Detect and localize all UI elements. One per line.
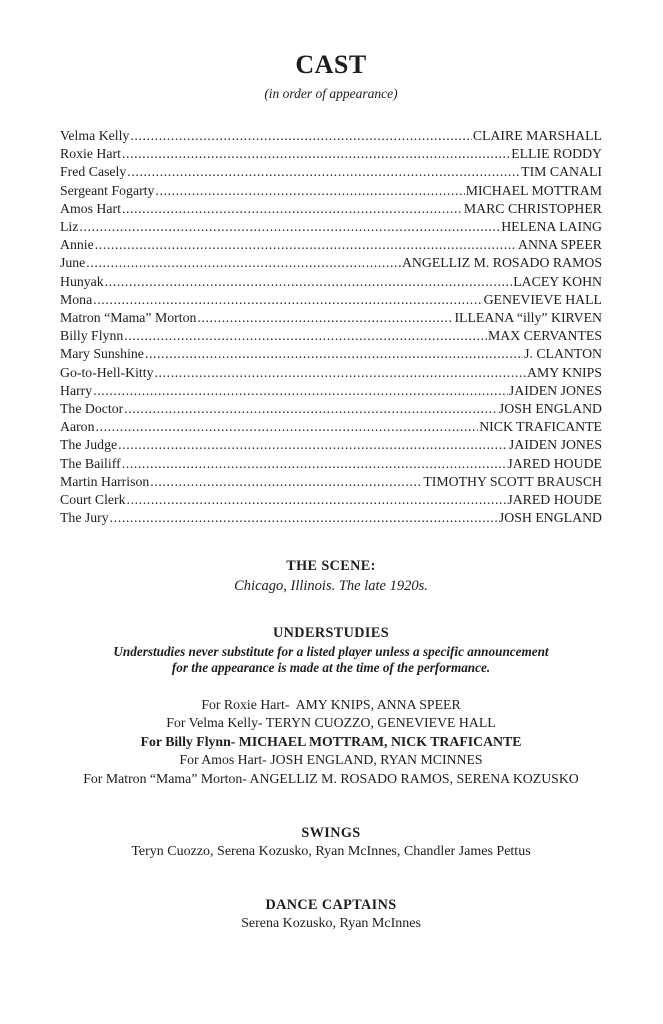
cast-performer-name: HELENA LAING [501, 219, 602, 235]
cast-row [60, 327, 602, 345]
dot-leader [130, 127, 471, 145]
cast-row [60, 127, 602, 145]
cast-role: The Doctor [60, 401, 124, 417]
dot-leader [105, 273, 513, 291]
cast-row [60, 273, 602, 291]
cast-role: Harry [60, 382, 93, 398]
cast-role: The Jury [60, 510, 109, 526]
cast-role: Matron “Mama” Morton [60, 310, 197, 326]
dot-leader [197, 309, 453, 327]
cast-row [60, 218, 602, 236]
understudy-assignment: For Billy Flynn- MICHAEL MOTTRAM, NICK TRAFICANTE [140, 733, 522, 749]
cast-row [60, 309, 602, 327]
cast-performer-name: LACEY KOHN [513, 273, 602, 289]
dance-captains-heading: DANCE CAPTAINS [265, 896, 397, 913]
cast-role: Mona [60, 291, 93, 307]
understudy-assignment: For Velma Kelly- TERYN CUOZZO, GENEVIEVE HALL [166, 715, 496, 731]
cast-role: Go-to-Hell-Kitty [60, 364, 154, 380]
cast-row [60, 182, 602, 200]
dot-leader [93, 291, 482, 309]
cast-role: Roxie Hart [60, 146, 121, 162]
swings-names: Teryn Cuozzo, Serena Kozusko, Ryan McInnes, Chandler James Pettus [131, 844, 531, 860]
dot-leader [86, 254, 401, 272]
cast-role: Martin Harrison [60, 473, 150, 489]
cast-performer-name: GENEVIEVE HALL [483, 291, 602, 307]
dot-leader [79, 218, 500, 236]
cast-row [60, 291, 602, 309]
cast-list [60, 127, 602, 527]
dot-leader [124, 400, 498, 418]
cast-role: The Bailiff [60, 455, 121, 471]
cast-row [60, 345, 602, 363]
page-subtitle: (in order of appearance) [264, 86, 398, 101]
dot-leader [124, 327, 487, 345]
dot-leader [118, 436, 508, 454]
dot-leader [93, 382, 508, 400]
cast-performer-name: ANGELLIZ M. ROSADO RAMOS [401, 255, 602, 271]
cast-row [60, 455, 602, 473]
dance-captains-names: Serena Kozusko, Ryan McInnes [241, 915, 421, 931]
cast-row [60, 491, 602, 509]
dot-leader [122, 455, 507, 473]
cast-performer-name: NICK TRAFICANTE [479, 419, 602, 435]
dot-leader [155, 182, 464, 200]
cast-row [60, 436, 602, 454]
cast-role: Amos Hart [60, 200, 121, 216]
dance-captains-section [60, 896, 602, 934]
cast-performer-name: MICHAEL MOTTRAM [465, 182, 602, 198]
cast-performer-name: MAX CERVANTES [487, 328, 602, 344]
dot-leader [122, 200, 463, 218]
cast-performer-name: ELLIE RODDY [511, 146, 602, 162]
cast-performer-name: JOSH ENGLAND [498, 401, 602, 417]
dot-leader [110, 509, 498, 527]
cast-role: Aaron [60, 419, 95, 435]
scene-heading: THE SCENE: [286, 558, 376, 575]
swings-heading: SWINGS [301, 825, 361, 842]
understudies-section [60, 624, 602, 788]
cast-role: Fred Casely [60, 164, 127, 180]
cast-row [60, 163, 602, 181]
cast-performer-name: ILLEANA “illy” KIRVEN [454, 310, 602, 326]
cast-performer-name: CLAIRE MARSHALL [472, 128, 602, 143]
cast-performer-name: ANNA SPEER [518, 237, 602, 253]
cast-role: Sergeant Fogarty [60, 182, 155, 198]
page-title: CAST [295, 50, 367, 79]
dot-leader [127, 491, 507, 509]
cast-row [60, 236, 602, 254]
cast-performer-name: JAIDEN JONES [508, 382, 602, 398]
cast-role: The Judge [60, 437, 118, 453]
cast-row [60, 200, 602, 218]
understudy-assignment: For Matron “Mama” Morton- ANGELLIZ M. ROSADO RAMOS, SERENA KOZUSKO [83, 770, 579, 786]
cast-row [60, 509, 602, 527]
cast-performer-name: TIMOTHY SCOTT BRAUSCH [423, 473, 602, 489]
cast-row [60, 400, 602, 418]
cast-performer-name: JARED HOUDE [507, 455, 602, 471]
cast-role: Billy Flynn [60, 328, 124, 344]
scene-text: Chicago, Illinois. The late 1920s. [234, 578, 428, 595]
cast-row [60, 418, 602, 436]
cast-performer-name: TIM CANALI [521, 164, 602, 180]
cast-role: Court Clerk [60, 492, 126, 508]
cast-row [60, 382, 602, 400]
dot-leader [150, 473, 422, 491]
cast-performer-name: MARC CHRISTOPHER [463, 200, 602, 216]
understudy-assignment: For Roxie Hart- AMY KNIPS, ANNA SPEER [201, 697, 461, 713]
dot-leader [155, 364, 526, 382]
cast-role: Mary Sunshine [60, 346, 144, 362]
cast-row [60, 145, 602, 163]
dot-leader [145, 345, 523, 363]
dot-leader [122, 145, 510, 163]
understudies-note-line-2: for the appearance is made at the time of the performance. [171, 660, 491, 676]
cast-performer-name: JOSH ENGLAND [498, 510, 602, 526]
cast-role: Hunyak [60, 273, 104, 289]
understudy-assignments [60, 696, 602, 788]
cast-role: Velma Kelly [60, 128, 130, 143]
cast-role: Annie [60, 237, 94, 253]
cast-performer-name: JARED HOUDE [507, 492, 602, 508]
understudies-note-line-1: Understudies never substitute for a listed player unless a specific announcement [113, 644, 549, 660]
cast-role: Liz [60, 219, 79, 235]
scene-section [60, 557, 602, 595]
understudies-heading: UNDERSTUDIES [273, 625, 389, 642]
cast-performer-name: AMY KNIPS [526, 364, 602, 380]
cast-performer-name: J. CLANTON [524, 346, 602, 362]
understudy-assignment: For Amos Hart- JOSH ENGLAND, RYAN MCINNES [179, 752, 483, 768]
dot-leader [95, 418, 478, 436]
cast-row [60, 254, 602, 272]
swings-section [60, 824, 602, 862]
cast-row [60, 364, 602, 382]
cast-role: June [60, 255, 86, 271]
cast-row [60, 473, 602, 491]
dot-leader [127, 163, 520, 181]
dot-leader [95, 236, 517, 254]
cast-performer-name: JAIDEN JONES [508, 437, 602, 453]
